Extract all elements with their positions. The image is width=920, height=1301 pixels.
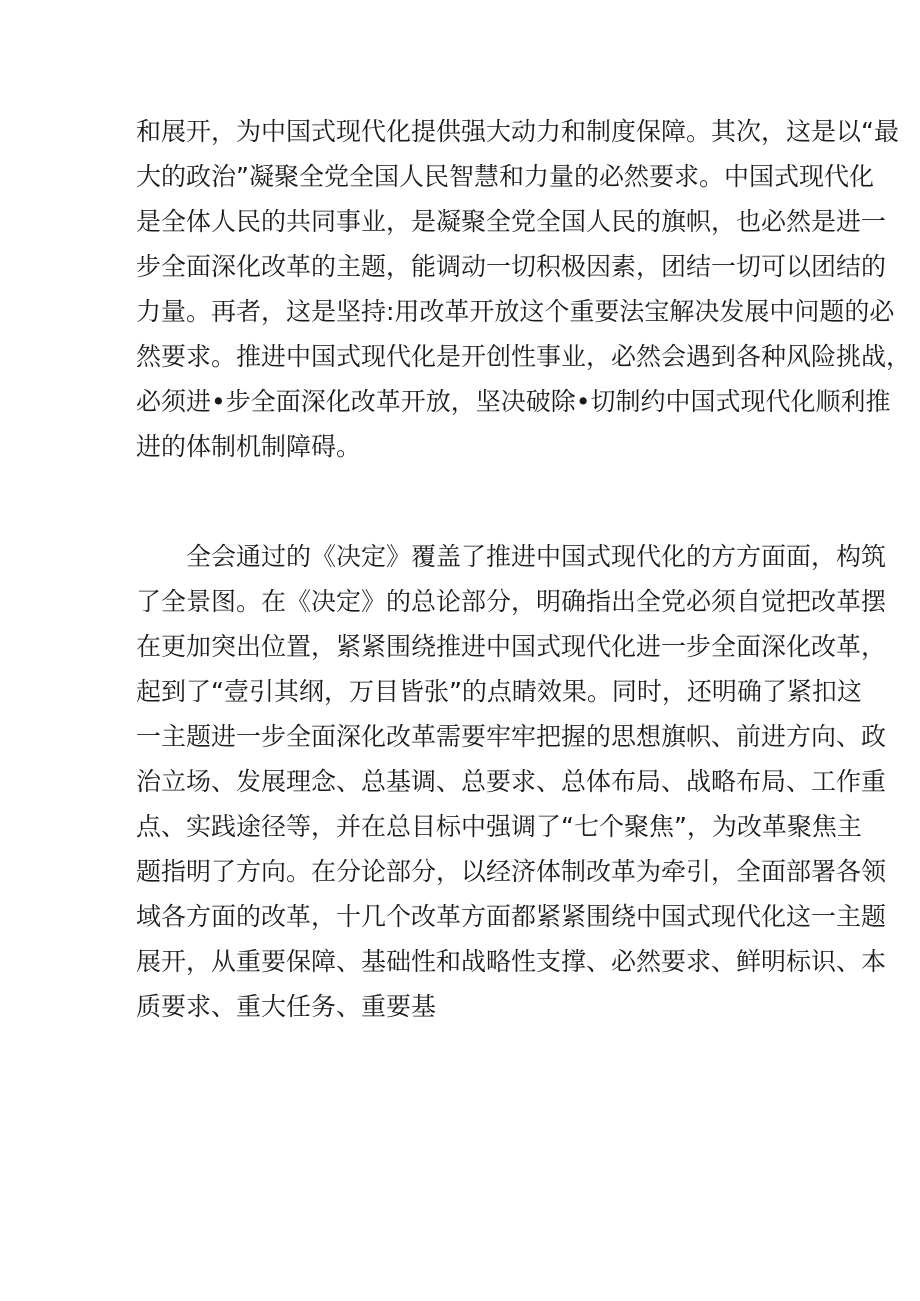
paragraph-line: 然要求。推进中国式现代化是开创性事业，必然会遇到各种风险挑战， bbox=[136, 342, 912, 371]
paragraph-line: 全会通过的《决定》覆盖了推进中国式现代化的方方面面，构筑 bbox=[186, 542, 887, 571]
paragraph-line: 和展开，为中国式现代化提供强大动力和制度保障。其次，这是以“最 bbox=[136, 117, 899, 146]
paragraph-line: 了全景图。在《决定》的总论部分，明确指出全党必须自觉把改革摆 bbox=[136, 587, 887, 616]
paragraph-line: 是全体人民的共同事业，是凝聚全党全国人民的旗帜，也必然是进一 bbox=[136, 207, 887, 236]
paragraph-line: 点、实践途径等，并在总目标中强调了“七个聚焦”，为改革聚焦主 bbox=[136, 812, 862, 841]
paragraph-spacer bbox=[136, 469, 796, 534]
paragraph-line: 在更加突出位置，紧紧围绕推进中国式现代化进一步全面深化改革， bbox=[136, 632, 887, 661]
paragraph-line: 必须进•步全面深化改革开放，坚决破除•切制约中国式现代化顺利推 bbox=[136, 387, 891, 416]
paragraph-line: 步全面深化改革的主题，能调动一切积极因素，团结一切可以团结的 bbox=[136, 252, 887, 281]
paragraph-line: 题指明了方向。在分论部分，以经济体制改革为牵引，全面部署各领 bbox=[136, 857, 887, 886]
paragraph-2 bbox=[136, 534, 887, 1029]
paragraph-line: 一主题进一步全面深化改革需要牢牢把握的思想旗帜、前进方向、政 bbox=[136, 722, 887, 751]
paragraph-line: 大的政治”凝聚全党全国人民智慧和力量的必然要求。中国式现代化 bbox=[136, 162, 874, 191]
paragraph-line: 质要求、重大任务、重要基 bbox=[136, 992, 437, 1021]
paragraph-line: 进的体制机制障碍。 bbox=[136, 432, 362, 461]
paragraph-line: 域各方面的改革，十几个改革方面都紧紧围绕中国式现代化这一主题 bbox=[136, 902, 887, 931]
paragraph-line: 起到了“壹引其纲，万目皆张”的点睛效果。同时，还明确了紧扣这 bbox=[136, 677, 862, 706]
paragraph-line: 治立场、发展理念、总基调、总要求、总体布局、战略布局、工作重 bbox=[136, 767, 887, 796]
document-body bbox=[136, 109, 912, 1029]
paragraph-1 bbox=[136, 109, 912, 469]
paragraph-line: 展开，从重要保障、基础性和战略性支撑、必然要求、鲜明标识、本 bbox=[136, 947, 887, 976]
paragraph-line: 力量。再者，这是坚持:用改革开放这个重要法宝解决发展中问题的必 bbox=[136, 297, 895, 326]
